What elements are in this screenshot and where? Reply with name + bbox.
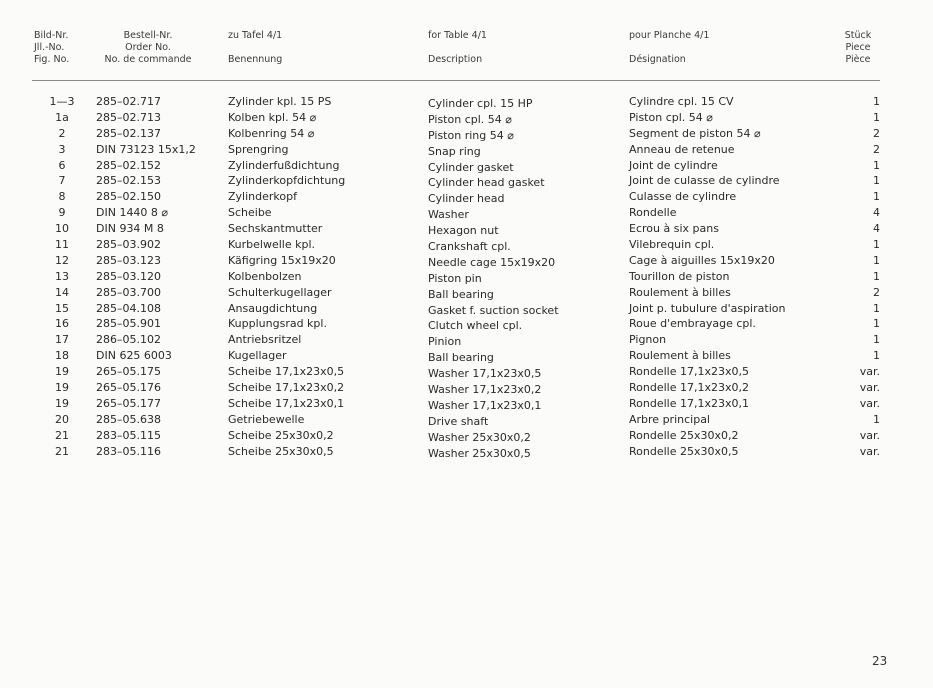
row-english: Washer [428, 208, 469, 222]
table-row [0, 349, 933, 365]
row-german: Scheibe 17,1x23x0,1 [228, 396, 345, 410]
row-order-number: 285–03.700 [96, 285, 161, 299]
row-order-number: 265–05.176 [96, 381, 161, 395]
row-french: Anneau de retenue [629, 142, 735, 156]
row-fig-number: 19 [55, 396, 69, 410]
row-fig-number: 8 [58, 190, 66, 204]
row-german: Kupplungsrad kpl. [228, 317, 327, 331]
row-fig-number: 19 [55, 365, 69, 379]
row-french: Arbre principal [629, 412, 710, 426]
row-german: Zylinder kpl. 15 PS [228, 95, 332, 108]
row-order-number: 283–05.116 [96, 444, 161, 458]
row-german: Kugellager [228, 349, 287, 363]
row-english: Washer 17,1x23x0,5 [428, 367, 542, 381]
header-qty-fr: Pièce [845, 54, 871, 65]
row-quantity: 1 [873, 412, 880, 426]
row-fig-number: 1a [55, 110, 69, 124]
row-order-number: 285–04.108 [96, 301, 161, 315]
row-fig-number: 16 [55, 317, 69, 331]
row-english: Snap ring [428, 144, 481, 158]
header-fig-de: Bild-Nr. [34, 30, 69, 41]
row-fig-number: 6 [58, 158, 66, 172]
row-french: Joint de cylindre [629, 158, 718, 172]
header-english [428, 30, 487, 66]
row-fig-number: 20 [55, 412, 69, 426]
header-qty-de: Stück [844, 30, 872, 41]
row-english: Washer 17,1x23x0,2 [428, 383, 542, 397]
header-fig-fr: Fig. No. [34, 54, 70, 65]
row-french: Joint de culasse de cylindre [629, 174, 780, 188]
table-row [0, 95, 933, 111]
row-english: Hexagon nut [428, 224, 499, 238]
row-fig-number: 9 [58, 206, 66, 220]
row-english: Washer 17,1x23x0,1 [428, 398, 542, 412]
row-fig-number: 10 [55, 222, 69, 236]
header-quantity [838, 30, 878, 66]
header-fr-blank [629, 42, 709, 54]
row-quantity: 1 [873, 158, 880, 172]
row-german: Kolben kpl. 54 ⌀ [228, 110, 317, 124]
header-order-fr: No. de commande [104, 54, 192, 65]
row-german: Käfigring 15x19x20 [228, 253, 336, 267]
row-english: Washer 25x30x0,2 [428, 430, 531, 444]
row-english: Piston pin [428, 271, 482, 285]
header-de-blank [228, 42, 282, 54]
row-english: Cylinder head [428, 192, 505, 206]
header-en-table: for Table 4/1 [428, 30, 487, 41]
table-row [0, 111, 933, 127]
row-german: Antriebsritzel [228, 333, 302, 347]
row-german: Scheibe 17,1x23x0,5 [228, 365, 345, 379]
table-row [0, 254, 933, 270]
row-french: Culasse de cylindre [629, 190, 737, 204]
row-french: Rondelle 17,1x23x0,1 [629, 396, 749, 410]
table-row [0, 143, 933, 159]
row-order-number: 285–02.717 [96, 95, 161, 108]
row-german: Ansaugdichtung [228, 301, 318, 315]
row-german: Getriebewelle [228, 412, 305, 426]
parts-table [0, 95, 933, 460]
row-order-number: 265–05.177 [96, 396, 161, 410]
row-french: Roulement à billes [629, 349, 731, 363]
table-row [0, 413, 933, 429]
row-german: Zylinderfußdichtung [228, 158, 340, 172]
table-row [0, 286, 933, 302]
row-order-number: 285–05.901 [96, 317, 161, 331]
row-quantity: var. [859, 396, 880, 410]
table-row [0, 429, 933, 445]
table-row [0, 159, 933, 175]
row-quantity: 2 [873, 126, 880, 140]
row-english: Gasket f. suction socket [428, 303, 559, 317]
row-quantity: 1 [873, 253, 880, 267]
table-row [0, 381, 933, 397]
table-row [0, 365, 933, 381]
row-english: Cylinder cpl. 15 HP [428, 97, 533, 110]
table-row [0, 333, 933, 349]
row-order-number: DIN 1440 8 ⌀ [96, 206, 169, 220]
row-german: Scheibe [228, 206, 272, 220]
row-quantity: 2 [873, 142, 880, 156]
table-row [0, 206, 933, 222]
row-english: Piston ring 54 ⌀ [428, 128, 514, 142]
row-french: Joint p. tubulure d'aspiration [629, 301, 786, 315]
row-order-number: 285–03.123 [96, 253, 161, 267]
row-french: Cage à aiguilles 15x19x20 [629, 253, 775, 267]
row-order-number: DIN 73123 15x1,2 [96, 142, 196, 156]
row-english: Crankshaft cpl. [428, 240, 511, 254]
row-german: Sechskantmutter [228, 222, 323, 236]
row-order-number: 285–02.152 [96, 158, 161, 172]
row-fig-number: 19 [55, 381, 69, 395]
row-fig-number: 12 [55, 253, 69, 267]
row-quantity: 1 [873, 317, 880, 331]
table-row [0, 270, 933, 286]
row-english: Ball bearing [428, 351, 494, 365]
row-quantity: var. [859, 365, 880, 379]
table-row [0, 127, 933, 143]
table-row [0, 445, 933, 461]
row-fig-number: 15 [55, 301, 69, 315]
row-french: Pignon [629, 333, 667, 347]
row-english: Pinion [428, 335, 462, 349]
row-fig-number: 11 [55, 238, 69, 252]
table-row [0, 222, 933, 238]
header-german [228, 30, 282, 66]
header-fig-en: Jll.-No. [34, 42, 65, 53]
row-order-number: 285–02.153 [96, 174, 161, 188]
row-order-number: DIN 934 M 8 [96, 222, 164, 236]
row-fig-number: 1—3 [49, 95, 75, 108]
row-fig-number: 21 [55, 444, 69, 458]
header-de-label: Benennung [228, 54, 283, 65]
row-german: Scheibe 25x30x0,5 [228, 444, 334, 458]
row-english: Drive shaft [428, 414, 489, 428]
header-order-en: Order No. [125, 42, 171, 53]
row-quantity: 1 [873, 269, 880, 283]
table-row [0, 238, 933, 254]
table-row [0, 317, 933, 333]
row-quantity: 2 [873, 285, 880, 299]
header-fr-table: pour Planche 4/1 [629, 30, 710, 41]
row-quantity: 1 [873, 349, 880, 363]
row-english: Washer 25x30x0,5 [428, 446, 531, 460]
row-german: Zylinderkopfdichtung [228, 174, 346, 188]
row-order-number: 283–05.115 [96, 428, 161, 442]
row-order-number: DIN 625 6003 [96, 349, 172, 363]
row-quantity: var. [859, 428, 880, 442]
header-divider [32, 80, 880, 81]
row-french: Ecrou à six pans [629, 222, 719, 236]
row-french: Vilebrequin cpl. [629, 238, 715, 252]
row-order-number: 285–02.137 [96, 126, 161, 140]
table-row [0, 190, 933, 206]
row-english: Piston cpl. 54 ⌀ [428, 112, 512, 126]
row-german: Sprengring [228, 142, 289, 156]
row-german: Scheibe 25x30x0,2 [228, 428, 334, 442]
row-quantity: 1 [873, 301, 880, 315]
row-english: Needle cage 15x19x20 [428, 255, 556, 269]
row-english: Cylinder gasket [428, 160, 514, 174]
row-quantity: 4 [873, 206, 880, 220]
row-quantity: 1 [873, 333, 880, 347]
row-french: Tourillon de piston [629, 269, 730, 283]
row-french: Rondelle 17,1x23x0,2 [629, 381, 749, 395]
row-fig-number: 18 [55, 349, 69, 363]
row-english: Cylinder head gasket [428, 176, 545, 190]
row-german: Kolbenbolzen [228, 269, 302, 283]
row-order-number: 285–03.120 [96, 269, 161, 283]
row-quantity: var. [859, 381, 880, 395]
row-fig-number: 14 [55, 285, 69, 299]
row-german: Zylinderkopf [228, 190, 297, 204]
row-french: Rondelle 25x30x0,5 [629, 444, 739, 458]
row-german: Scheibe 17,1x23x0,2 [228, 381, 345, 395]
row-quantity: 1 [873, 238, 880, 252]
row-order-number: 285–02.150 [96, 190, 161, 204]
row-english: Clutch wheel cpl. [428, 319, 523, 333]
row-french: Rondelle 17,1x23x0,5 [629, 365, 749, 379]
row-order-number: 286–05.102 [96, 333, 161, 347]
header-qty-en: Piece [845, 42, 871, 53]
row-german: Kolbenring 54 ⌀ [228, 126, 315, 140]
row-fig-number: 2 [58, 126, 66, 140]
row-quantity: 1 [873, 110, 880, 124]
row-order-number: 285–02.713 [96, 110, 161, 124]
row-quantity: 1 [873, 95, 880, 108]
row-fig-number: 3 [58, 142, 66, 156]
page-number: 23 [872, 654, 888, 668]
row-order-number: 285–05.638 [96, 412, 161, 426]
row-french: Cylindre cpl. 15 CV [629, 95, 734, 108]
row-french: Roulement à billes [629, 285, 731, 299]
table-row [0, 397, 933, 413]
row-quantity: 1 [873, 190, 880, 204]
row-german: Schulterkugellager [228, 285, 332, 299]
row-english: Ball bearing [428, 287, 494, 301]
row-quantity: 4 [873, 222, 880, 236]
header-de-table: zu Tafel 4/1 [228, 30, 283, 41]
row-french: Segment de piston 54 ⌀ [629, 126, 761, 140]
row-french: Roue d'embrayage cpl. [629, 317, 756, 331]
row-french: Rondelle [629, 206, 677, 220]
header-en-blank [428, 42, 487, 54]
header-french [629, 30, 709, 66]
header-en-label: Description [428, 54, 483, 65]
header-order-number [102, 30, 194, 66]
table-row [0, 174, 933, 190]
row-fig-number: 13 [55, 269, 69, 283]
row-order-number: 285–03.902 [96, 238, 161, 252]
row-german: Kurbelwelle kpl. [228, 238, 316, 252]
table-row [0, 302, 933, 318]
header-order-de: Bestell-Nr. [123, 30, 173, 41]
row-fig-number: 21 [55, 428, 69, 442]
row-order-number: 265–05.175 [96, 365, 161, 379]
row-quantity: 1 [873, 174, 880, 188]
header-fig-number [34, 30, 69, 66]
row-french: Rondelle 25x30x0,2 [629, 428, 739, 442]
row-french: Piston cpl. 54 ⌀ [629, 110, 713, 124]
row-quantity: var. [859, 444, 880, 458]
header-fr-label: Désignation [629, 54, 686, 65]
row-fig-number: 7 [58, 174, 66, 188]
row-fig-number: 17 [55, 333, 69, 347]
